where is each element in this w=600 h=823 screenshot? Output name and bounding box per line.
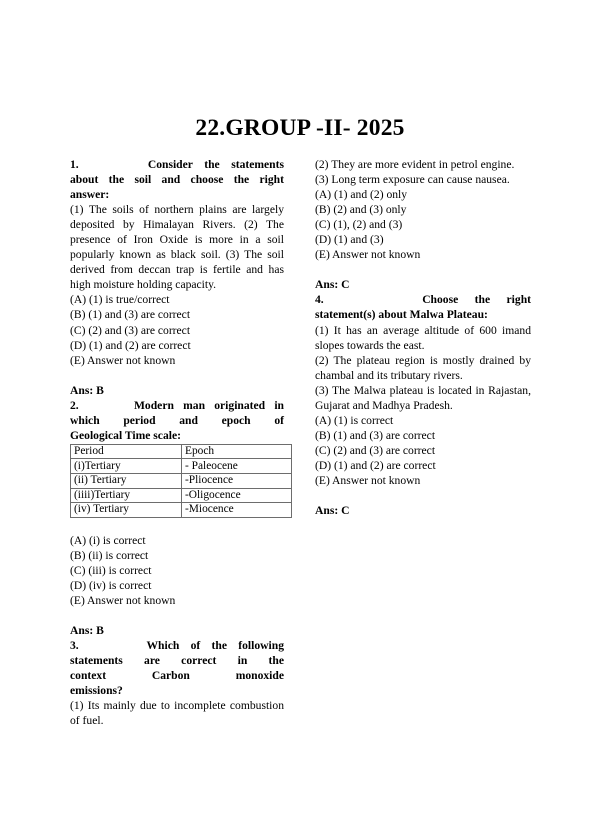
page-title: 22.GROUP -II- 2025 xyxy=(195,115,405,141)
question-3-option-c[interactable]: (C) (1), (2) and (3) xyxy=(315,218,403,232)
question-1-stem-line-2: about the soil and choose the right xyxy=(70,173,284,187)
geological-time-scale-table xyxy=(70,444,292,518)
question-4-answer: Ans: C xyxy=(315,504,350,518)
right-column xyxy=(315,157,531,518)
question-2-stem xyxy=(70,398,284,413)
question-3-stem-line-3-wrap xyxy=(70,668,284,683)
table-row xyxy=(71,459,292,474)
table-cell-period-3: (iiii)Tertiary xyxy=(71,488,182,503)
question-1-statements: (1) The soils of northern plains are largely deposited by Himalayan Rivers. (2) The presence of Iron Oxide is more in a soil popularly known as black soil. (3) The soil derived from deccan trap is fertile and has high moisture holding capacity. xyxy=(70,203,284,292)
question-1-option-c[interactable]: (C) (2) and (3) are correct xyxy=(70,323,191,337)
question-3-stem xyxy=(70,638,284,653)
table-cell-period-2: (ii) Tertiary xyxy=(71,474,182,489)
table-cell-epoch-4: -Miocence xyxy=(182,503,292,518)
question-1-stem-line-1: Consider the statements xyxy=(147,158,285,171)
table-cell-epoch-3: -Oligocence xyxy=(182,488,292,503)
question-4-number: 4. xyxy=(315,293,324,307)
question-3-option-b[interactable]: (B) (2) and (3) only xyxy=(315,203,407,217)
question-2-option-d[interactable]: (D) (iv) is correct xyxy=(70,579,152,593)
question-1-stem-line-3: answer: xyxy=(70,188,110,202)
question-4-stem-line-1: Choose the right xyxy=(422,293,532,307)
table-cell-epoch-1: - Paleocene xyxy=(182,459,292,474)
question-4-statement-1: (1) It has an average altitude of 600 imand slopes towards the east. xyxy=(315,323,531,352)
spacer xyxy=(70,518,284,533)
question-4-option-c[interactable]: (C) (2) and (3) are correct xyxy=(315,443,436,457)
question-1-answer: Ans: B xyxy=(70,383,104,397)
question-3-statement-2: (2) They are more evident in petrol engine. xyxy=(315,158,515,171)
spacer xyxy=(315,488,531,503)
question-1-stem-line-2-wrap xyxy=(70,172,284,187)
question-3-statement-1: (1) Its mainly due to incomplete combustion of fuel. xyxy=(70,699,284,728)
question-1-stem xyxy=(70,157,284,172)
spacer xyxy=(315,262,531,277)
spacer xyxy=(70,368,284,383)
table-header-period: Period xyxy=(71,444,182,459)
table-row xyxy=(71,474,292,489)
question-2-stem-line-3: Geological Time scale: xyxy=(70,428,181,442)
question-3-continued-block xyxy=(315,157,531,292)
table-row xyxy=(71,488,292,503)
question-1-number: 1. xyxy=(70,158,79,171)
question-4-option-a[interactable]: (A) (1) is correct xyxy=(315,413,394,427)
table-cell-epoch-2: -Pliocence xyxy=(182,474,292,489)
question-1-option-a[interactable]: (A) (1) is true/correct xyxy=(70,293,170,307)
question-4-statement-3: (3) The Malwa plateau is located in Rajastan, Gujarat and Madhya Pradesh. xyxy=(315,383,531,412)
question-2-option-e[interactable]: (E) Answer not known xyxy=(70,594,176,608)
question-4-option-d[interactable]: (D) (1) and (2) are correct xyxy=(315,458,436,472)
question-2-block xyxy=(70,398,284,638)
question-4-block xyxy=(315,292,531,518)
question-2-option-c[interactable]: (C) (iii) is correct xyxy=(70,564,152,577)
question-2-stem-line-1: Modern man originated in xyxy=(133,398,285,412)
question-2-number: 2. xyxy=(70,398,79,412)
table-header-epoch: Epoch xyxy=(182,444,292,459)
question-2-answer: Ans: B xyxy=(70,624,104,638)
question-3-number: 3. xyxy=(70,639,79,653)
question-4-option-e[interactable]: (E) Answer not known xyxy=(315,473,421,487)
question-2-stem-line-2: which period and epoch of xyxy=(70,413,284,427)
question-4-statement-2: (2) The plateau region is mostly drained by chambal and its tributary rivers. xyxy=(315,353,531,382)
question-2-stem-line-2-wrap xyxy=(70,413,284,428)
question-3-stem-line-1: Which of the following xyxy=(146,639,285,653)
question-3-stem-line-4: emissions? xyxy=(70,684,123,698)
question-1-block xyxy=(70,157,284,398)
question-3-option-d[interactable]: (D) (1) and (3) xyxy=(315,233,384,247)
question-1-option-b[interactable]: (B) (1) and (3) are correct xyxy=(70,308,191,322)
left-column xyxy=(70,157,284,729)
question-3-statement-3: (3) Long term exposure can cause nausea. xyxy=(315,173,510,187)
question-4-stem xyxy=(315,292,531,307)
table-cell-period-4: (iv) Tertiary xyxy=(71,503,182,518)
question-3-stem-line-2-wrap xyxy=(70,653,284,668)
spacer xyxy=(70,608,284,623)
question-3-block xyxy=(70,638,284,728)
question-1-stem-line-3-wrap xyxy=(70,187,284,202)
question-3-option-a[interactable]: (A) (1) and (2) only xyxy=(315,188,408,202)
question-2-option-a[interactable]: (A) (i) is correct xyxy=(70,533,146,547)
question-1-option-d[interactable]: (D) (1) and (2) are correct xyxy=(70,338,191,352)
table-cell-period-1: (i)Tertiary xyxy=(71,459,182,474)
question-1-option-e[interactable]: (E) Answer not known xyxy=(70,353,176,367)
two-column-body xyxy=(70,157,530,777)
question-3-option-e[interactable]: (E) Answer not known xyxy=(315,248,421,262)
question-3-stem-line-4-wrap xyxy=(70,683,284,698)
table-row xyxy=(71,503,292,518)
question-2-option-b[interactable]: (B) (ii) is correct xyxy=(70,548,149,562)
question-4-stem-line-2-wrap xyxy=(315,307,531,322)
question-3-stem-line-2: statements are correct in the xyxy=(70,654,284,668)
question-3-stem-line-3: context Carbon monoxide xyxy=(70,669,284,683)
table-header-row xyxy=(71,444,292,459)
question-4-stem-line-2: statement(s) about Malwa Plateau: xyxy=(315,308,488,322)
question-2-stem-line-3-wrap xyxy=(70,428,284,443)
question-3-answer: Ans: C xyxy=(315,278,350,292)
question-4-option-b[interactable]: (B) (1) and (3) are correct xyxy=(315,428,436,442)
